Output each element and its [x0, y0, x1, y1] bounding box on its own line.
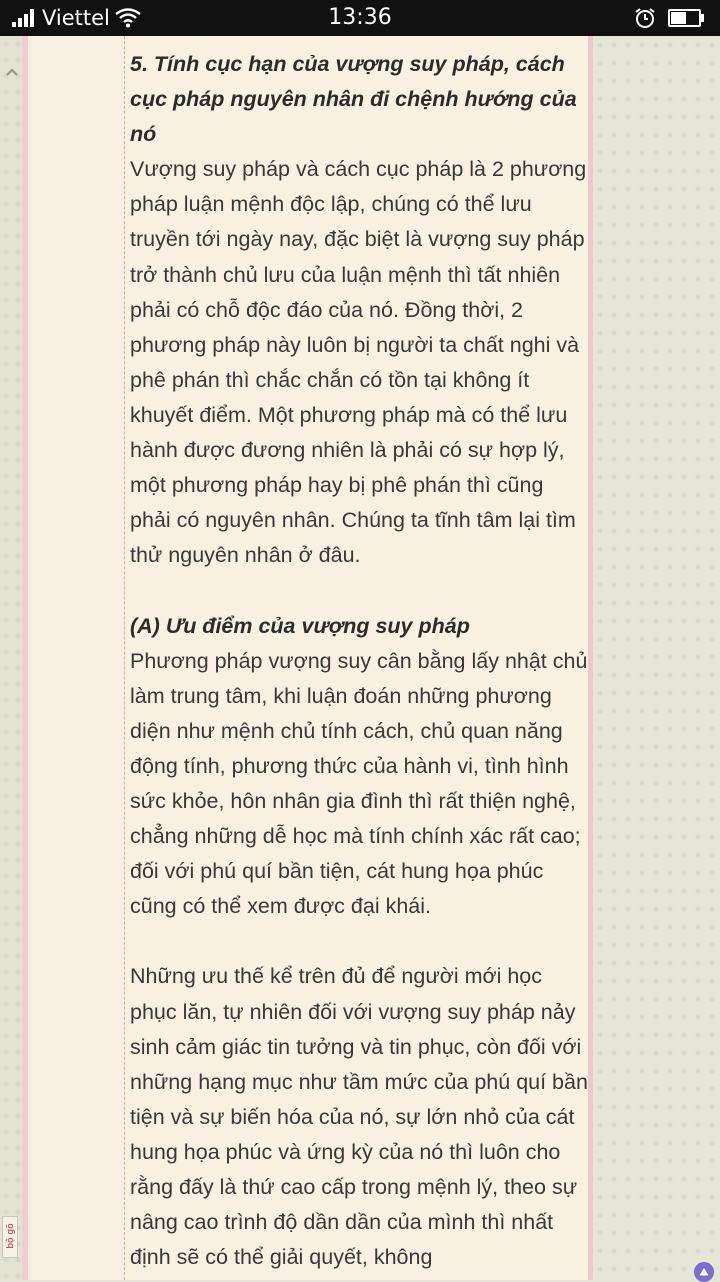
keyboard-toggle-label: bộ gõ [6, 1223, 16, 1249]
battery-icon [668, 9, 704, 27]
subsection-title: (A) Ưu điểm của vượng suy pháp [130, 613, 470, 638]
chevron-up-icon[interactable] [4, 64, 20, 80]
alarm-icon [634, 7, 656, 29]
right-margin [593, 36, 720, 1280]
article-body [130, 47, 588, 1275]
paragraph-three: Những ưu thế kể trên đủ để người mới học phục lăn, tự nhiên đối với vượng suy pháp nảy sinh cảm giác tin tưởng và tin phục, còn đối với những hạng mục như tầm mức của phú quí bần tiện và sự biến hóa của nó, sự lớn nhỏ của cát hung họa phúc và ứng kỳ của nó thì luôn cho rằng đấy là thứ cao cấp trong mệnh lý, theo sự nâng cao trình độ dần dần của mình thì nhất định sẽ có thể giải quyết, không [130, 964, 588, 1270]
scroll-to-top-button[interactable] [694, 1262, 714, 1282]
carrier-name: Viettel [42, 6, 110, 30]
left-margin [0, 36, 22, 1280]
paragraph-two: Phương pháp vượng suy cân bằng lấy nhật chủ làm trung tâm, khi luận đoán những phương diện như mệnh chủ tính cách, chủ quan năng động tính, phương thức của hành vi, tình hình sức khỏe, hôn nhân gia đình thì rất thiện nghệ, chẳng những dễ học mà tính chính xác rất cao; đối với phú quí bần tiện, cát hung họa phúc cũng có thể xem được đại khái. [130, 648, 588, 919]
intro-paragraph: Vượng suy pháp và cách cục pháp là 2 phương pháp luận mệnh độc lập, chúng có thể lưu truyền tới ngày nay, đặc biệt là vượng suy pháp trở thành chủ lưu của luận mệnh thì tất nhiên phải có chỗ độc đáo của nó. Đồng thời, 2 phương pháp này luôn bị người ta chất nghi và phê phán thì chắc chắn có tồn tại không ít khuyết điểm. Một phương pháp mà có thể lưu hành được đương nhiên là phải có sự hợp lý, một phương pháp hay bị phê phán thì cũng phải có nguyên nhân. Chúng ta tĩnh tâm lại tìm thử nguyên nhân ở đâu. [130, 157, 587, 568]
clock: 13:36 [328, 5, 392, 30]
status-bar [0, 0, 720, 36]
keyboard-toggle-tag[interactable] [2, 1216, 18, 1258]
section-title: 5. Tính cục hạn của vượng suy pháp, cách cục pháp nguyên nhân đi chệnh hướng của nó [130, 52, 577, 147]
left-gutter [28, 36, 124, 1280]
arrow-up-icon [698, 1266, 710, 1278]
